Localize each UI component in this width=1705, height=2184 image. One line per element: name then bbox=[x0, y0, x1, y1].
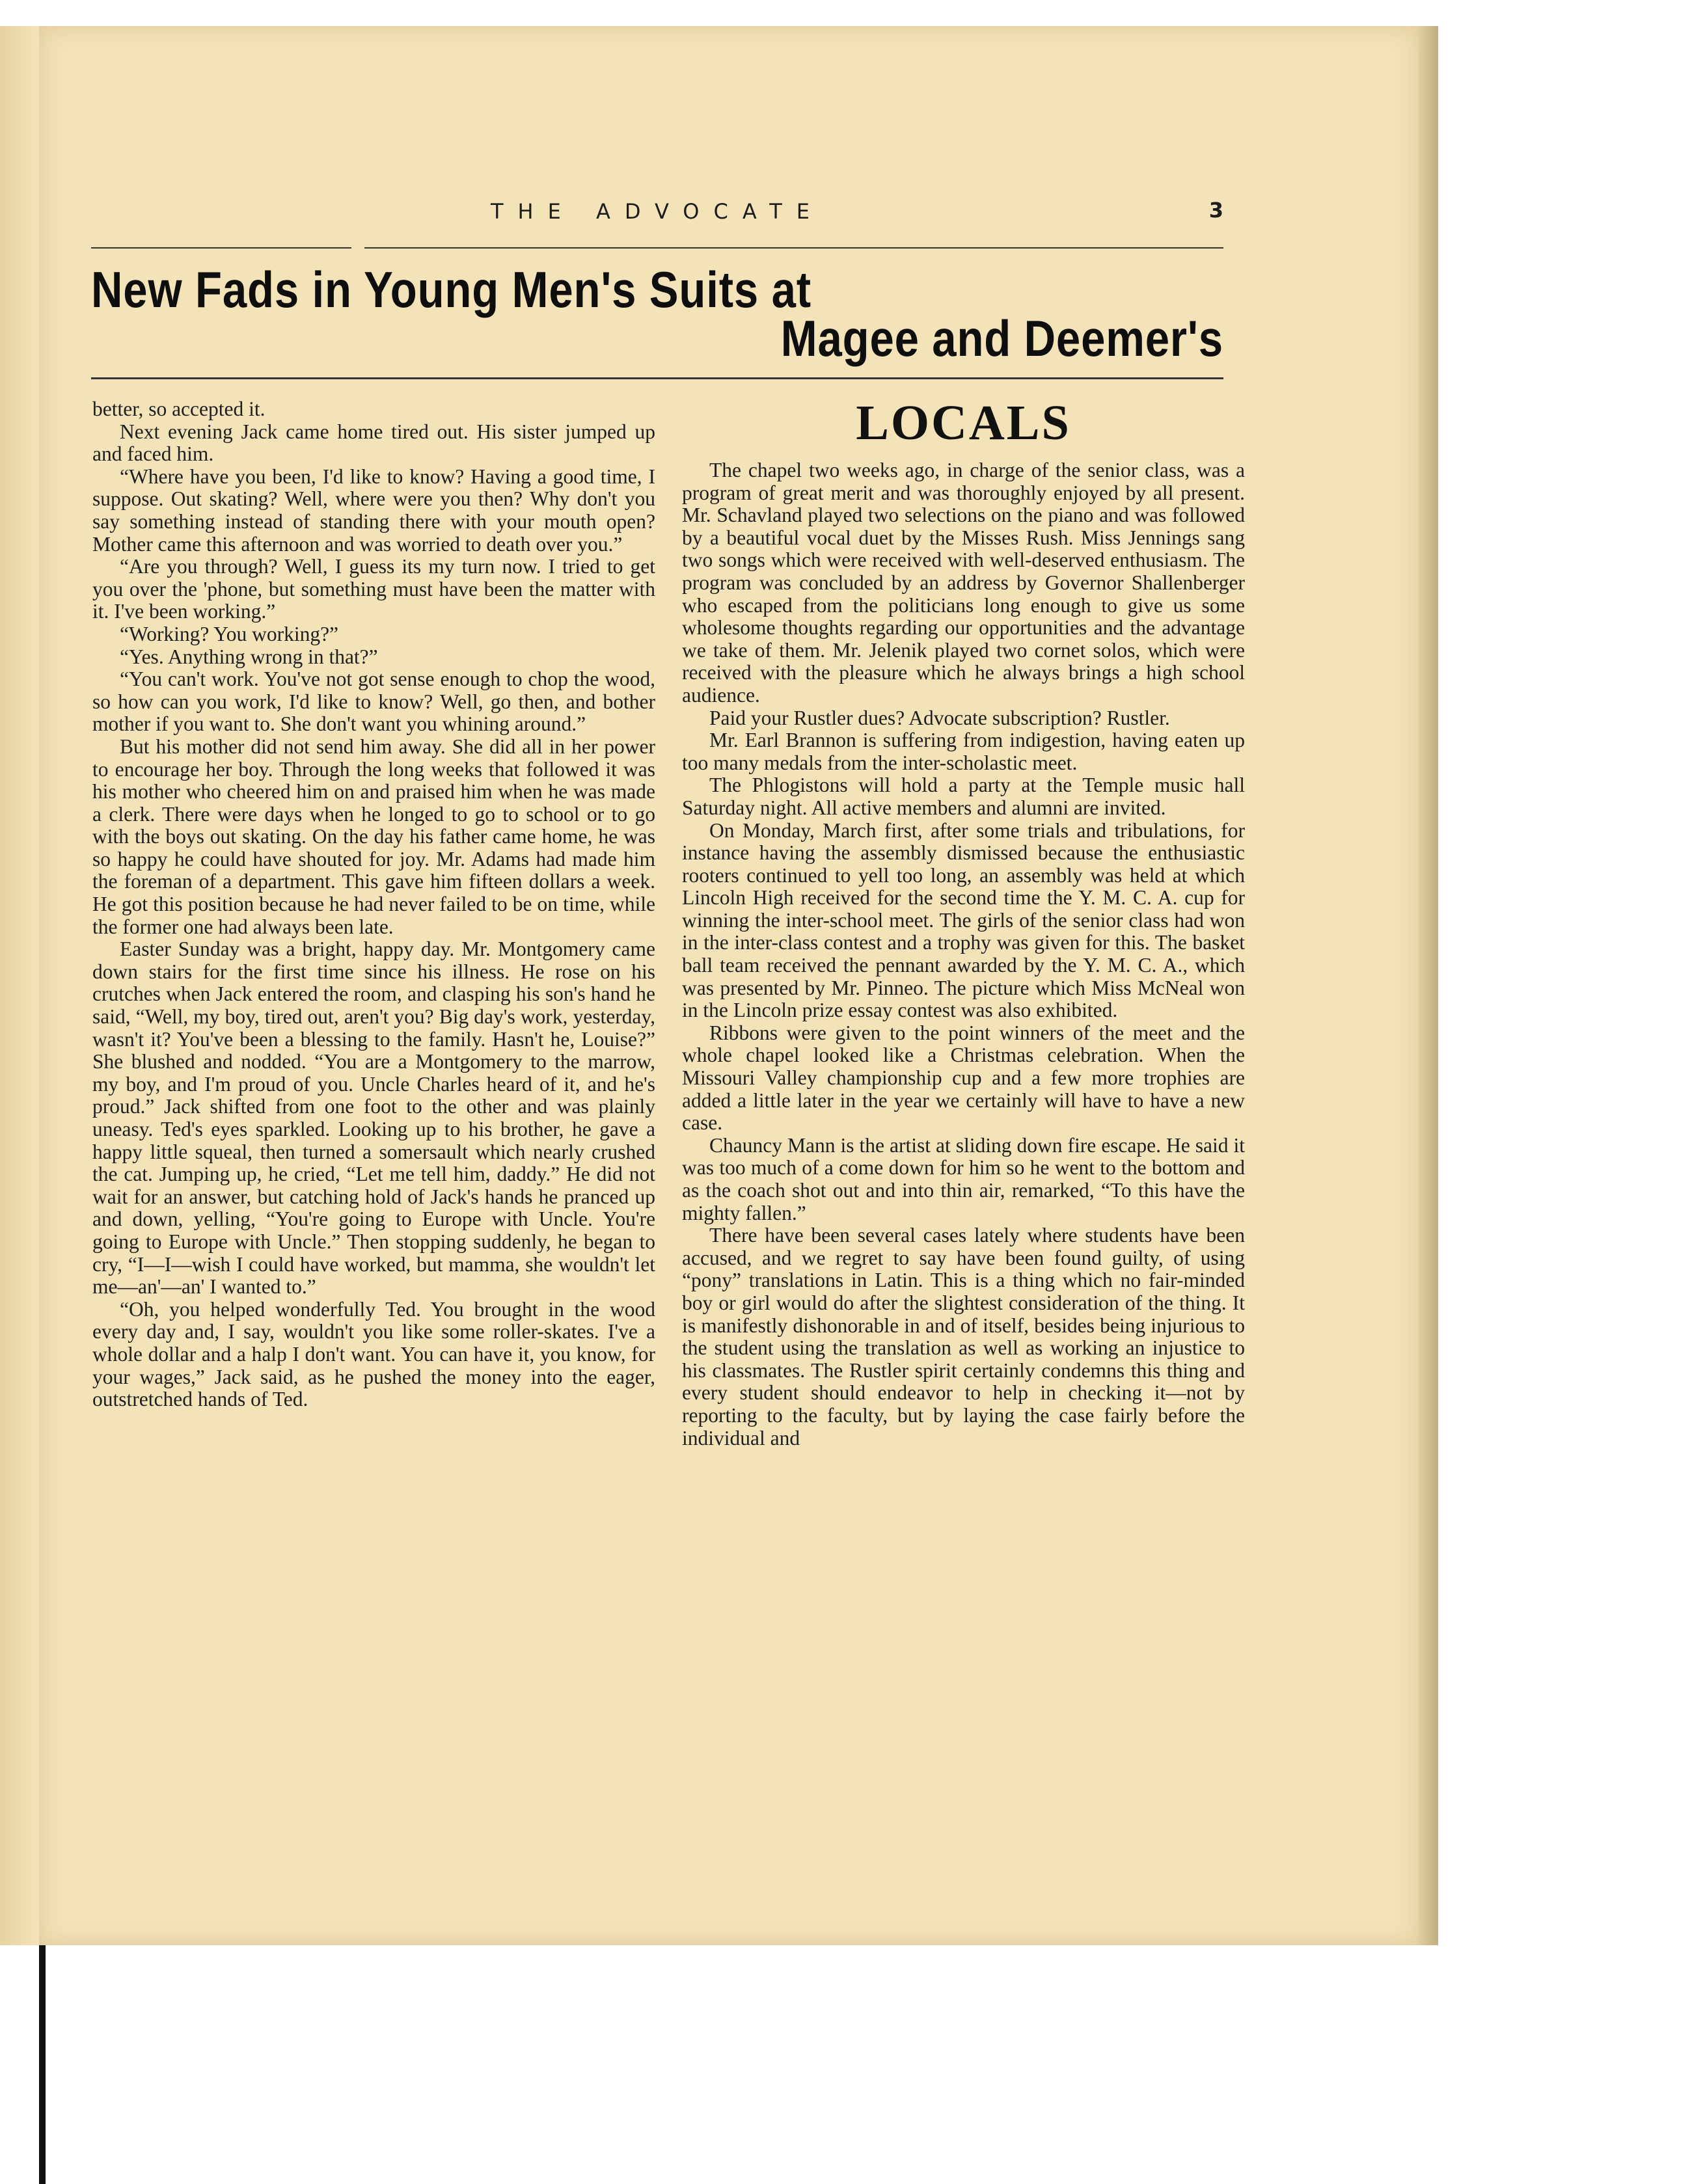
page-spine-shadow bbox=[0, 26, 39, 1945]
paragraph: “Oh, you helped wonderfully Ted. You brought in the wood every day and, I say, wouldn't you like some roller-skates. I've a whole dollar and a halp I don't want. You can have it, you know, for your wages,” Jack said, as he pushed the money into the eager, outstretched hands of Ted. bbox=[92, 1297, 655, 1411]
paragraph: “You can't work. You've not got sense enough to chop the wood, so how can you work, I'd like to know? Well, go then, and bother mother if you want to. She don't want you whining around.” bbox=[92, 667, 655, 736]
binding-strip bbox=[39, 1945, 46, 2184]
paragraph: Easter Sunday was a bright, happy day. Mr. Montgomery came down stairs for the first time since his illness. He rose on his crutches when Jack entered the room, and clasping his son's hand he said, “Well, my boy, tired out, aren't you? Big day's work, yesterday, wasn't it? You've been a blessing to the family. Hasn't he, Louise?” She blushed and nodded. “You are a Montgomery to the marrow, my boy, and I'm proud of you. Uncle Charles heard of it, and he's proud.” Jack shifted from one foot to the other and was plainly uneasy. Ted's eyes sparkled. Looking up to his brother, he gave a happy little squeal, then turned a somersault which nearly crushed the cat. Jumping up, he cried, “Let me tell him, daddy.” He did not wait for an answer, but catching hold of Jack's hands he pranced up and down, yelling, “You're going to Europe with Uncle. You're going to Europe with Uncle.” Then stopping suddenly, he began to cry, “I—I—wish I could have worked, but mamma, she wouldn't let me—an'—an' I wanted to.” bbox=[92, 937, 655, 1299]
page-edge bbox=[1419, 26, 1438, 1945]
paragraph: There have been several cases lately where students have been accused, and we regret to say have been found guilty, of using “pony” translations in Latin. This is a thing which no fair-minded boy or girl would do after the slightest consideration of the thing. It is manifestly dishonorable in and of itself, besides being injurious to the student using the translation as well as working an injustice to his classmates. The Rustler spirit certainly condemns this thing and every student should endeavor to help in checking it—not by reporting to the faculty, but by laying the case fairly before the individual and bbox=[682, 1224, 1245, 1449]
paragraph: The Phlogistons will hold a party at the Temple music hall Saturday night. All active members and alumni are invited. bbox=[682, 774, 1245, 819]
paragraph: Ribbons were given to the point winners of the meet and the whole chapel looked like a Christmas celebration. When the Missouri Valley championship cup and a few more trophies are added a little later in the year we certainly will have to have a new case. bbox=[682, 1021, 1245, 1135]
paragraph: Mr. Earl Brannon is suffering from indigestion, having eaten up too many medals from the inter-scholastic meet. bbox=[682, 729, 1245, 774]
page-number: 3 bbox=[1208, 198, 1223, 222]
paragraph: better, so accepted it. bbox=[92, 398, 266, 420]
left-column-story bbox=[92, 398, 655, 1411]
running-head bbox=[91, 195, 1223, 241]
paragraph: Chauncy Mann is the artist at sliding down fire escape. He said it was too much of a come down for him so he went to the bottom and as the coach shot out and into thin air, remarked, “To this have the mighty fallen.” bbox=[682, 1133, 1245, 1224]
paragraph: Next evening Jack came home tired out. His sister jumped up and faced him. bbox=[92, 420, 655, 466]
paragraph: “Are you through? Well, I guess its my turn now. I tried to get you over the 'phone, but something must have been the matter with it. I've been working.” bbox=[92, 555, 655, 623]
advertisement-line-2: Magee and Deemer's bbox=[780, 310, 1223, 367]
paragraph: “Yes. Anything wrong in that?” bbox=[120, 645, 378, 668]
locals-heading: LOCALS bbox=[856, 396, 1071, 450]
paragraph: But his mother did not send him away. She did all in her power to encourage her boy. Through the long weeks that followed it was his mother who cheered him on and praised him when he was made a clerk. There were days when he longed to go to school or to go with the boys out skating. On the day his father came home, he was so happy he could have shouted for joy. Mr. Adams had made him the foreman of a department. This gave him fifteen dollars a week. He got this position because he had never failed to be on time, while the former one had always been late. bbox=[92, 735, 655, 938]
paragraph: On Monday, March first, after some trials and tribulations, for instance having the assembly dismissed because the enthusiastic rooters continued to yell too long, an assembly was held at which Lincoln High received for the second time the Y. M. C. A. cup for winning the inter-school meet. The girls of the senior class had won in the inter-class contest and a trophy was given for this. The basket ball team received the pennant awarded by the Y. M. C. A., which was presented by Mr. Pinneo. The picture which Miss McNeal won in the Lincoln prize essay contest was also exhibited. bbox=[682, 818, 1245, 1022]
paragraph: The chapel two weeks ago, in charge of the senior class, was a program of great merit and was thoroughly enjoyed by all present. Mr. Schavland played two selections on the piano and was followed by a beautiful vocal duet by the Misses Rush. Miss Jennings sang two songs which were received with well-deserved enthusiasm. The program was concluded by an address by Governor Shallenberger who escaped from the politicians long enough to give us some wholesome thoughts regarding our opportunities and the advantage we take of them. Mr. Jelenik played two cornet solos, which were received with the pleasure which he always brings a high school audience. bbox=[682, 459, 1245, 707]
right-column-locals bbox=[682, 396, 1245, 1449]
advertisement-line-1: New Fads in Young Men's Suits at bbox=[91, 261, 812, 318]
header-rule bbox=[91, 247, 351, 249]
publication-title: THE ADVOCATE bbox=[491, 199, 824, 224]
advertisement-rule bbox=[91, 377, 1223, 379]
paragraph: Paid your Rustler dues? Advocate subscription? Rustler. bbox=[709, 706, 1170, 729]
header-rule bbox=[364, 247, 1223, 249]
paragraph: “Working? You working?” bbox=[120, 622, 339, 645]
paragraph: “Where have you been, I'd like to know? Having a good time, I suppose. Out skating? Well, where were you then? Why don't you say something instead of standing there with your mouth open? Mother came this afternoon and was worried to death over you.” bbox=[92, 465, 655, 556]
